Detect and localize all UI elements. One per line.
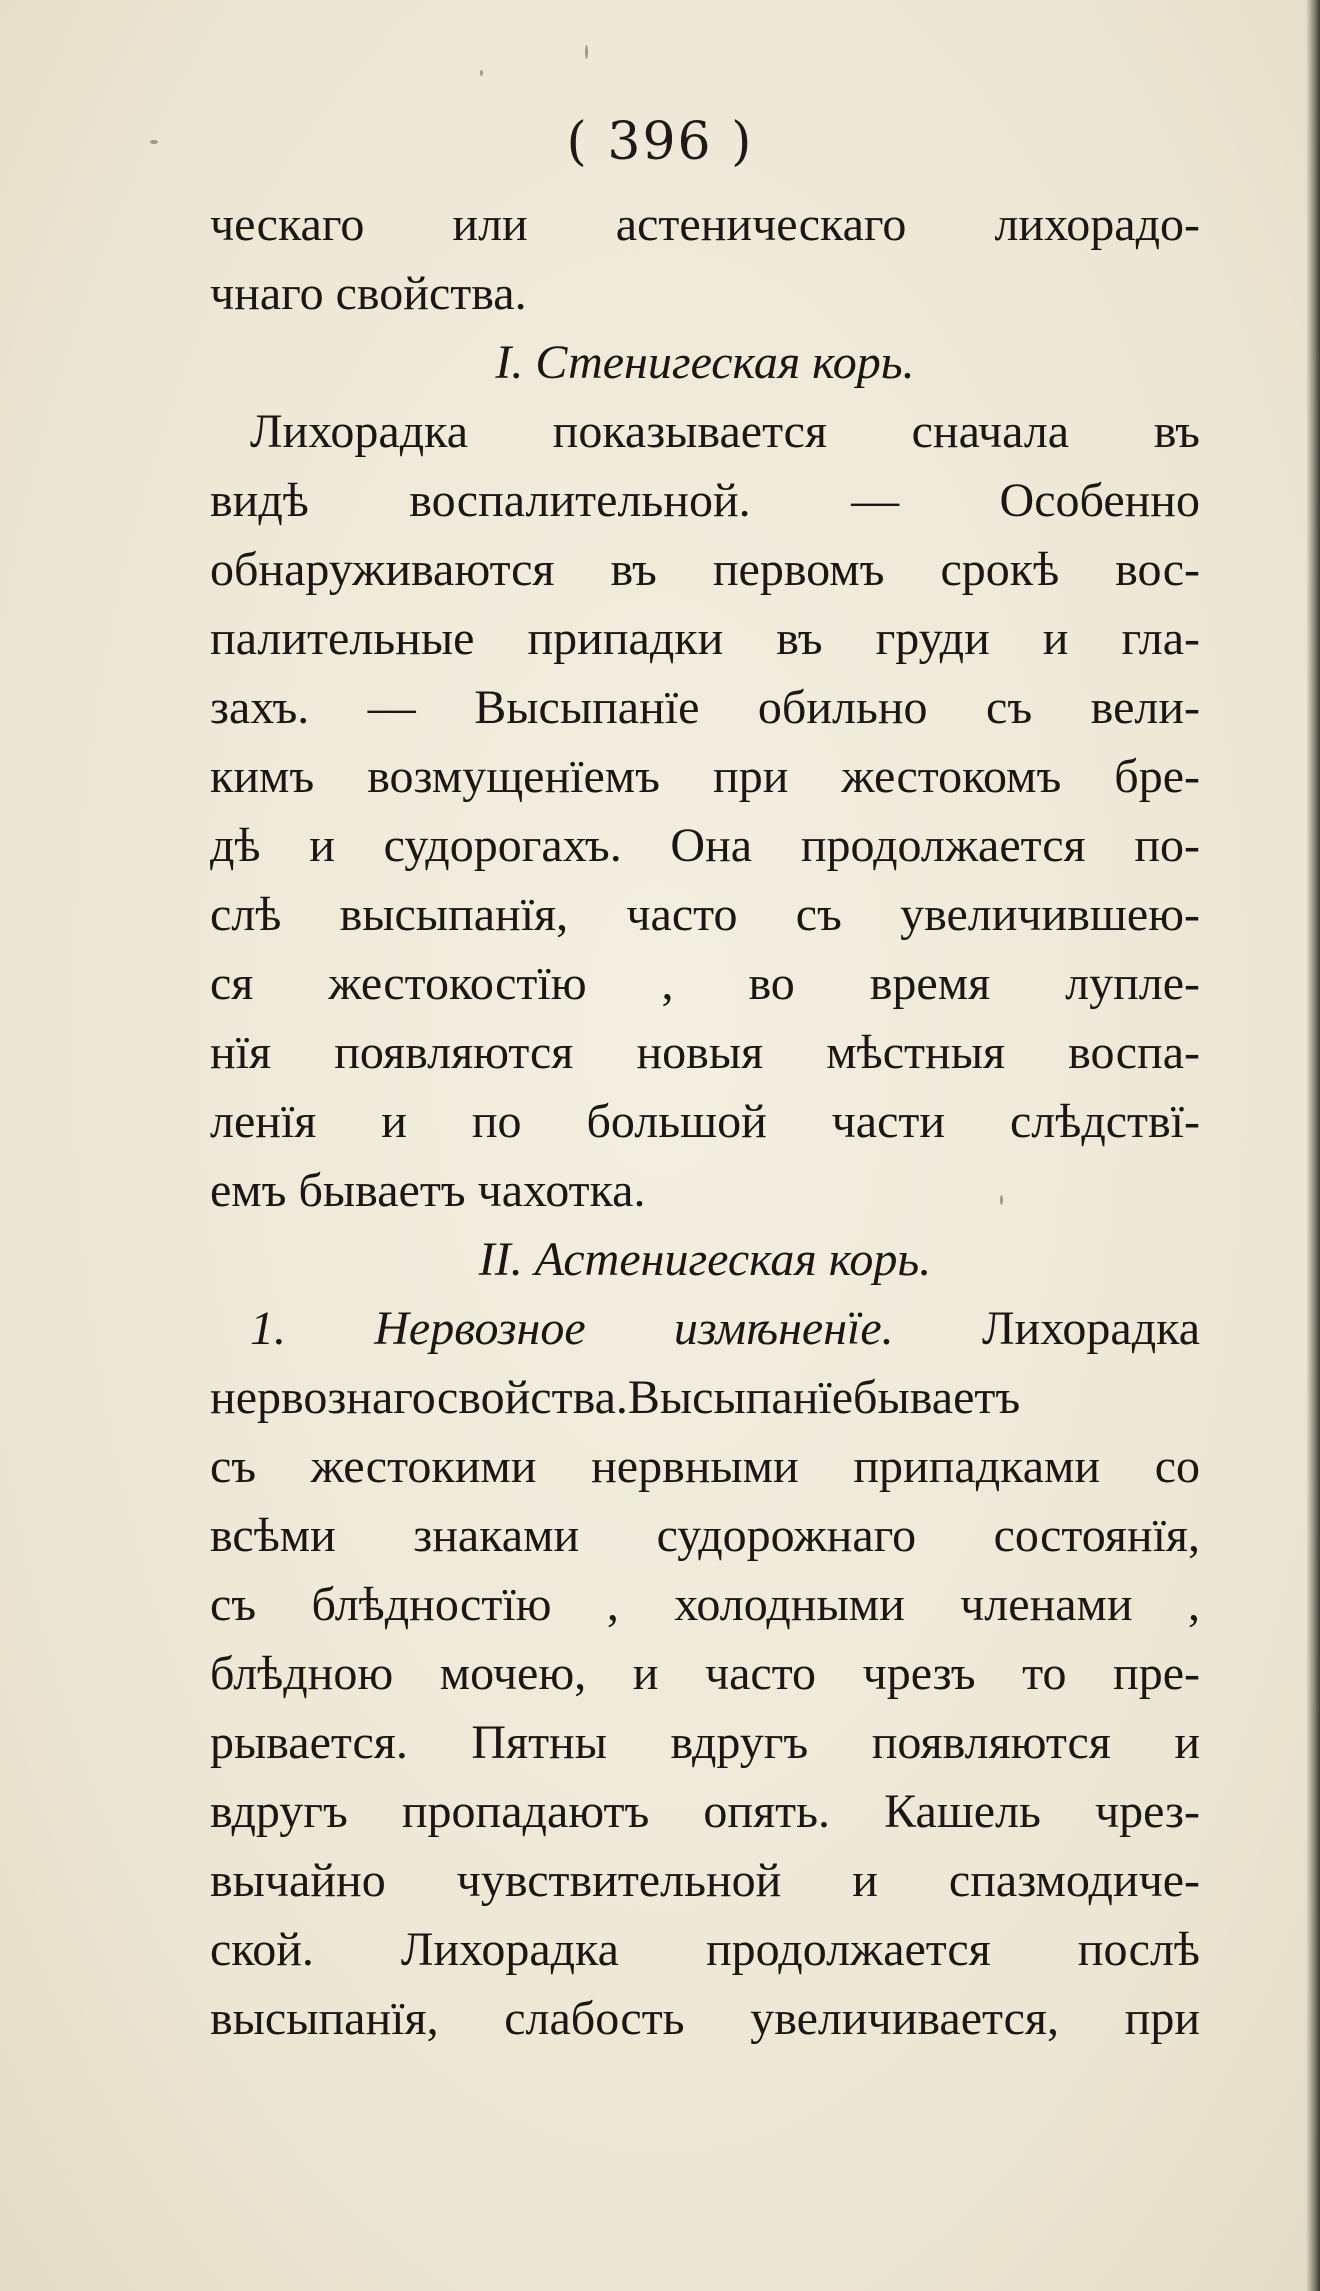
text-line: ся жестокостїю , во время лупле-	[210, 957, 1200, 1010]
text-line: вдругъ пропадаютъ опять. Кашель чрез-	[210, 1785, 1200, 1838]
text-fragment: Лихорадка	[981, 1302, 1200, 1355]
text-line: Лихорадка показывается сначала въ	[250, 405, 1200, 458]
text-line: высыпанїя, слабость увеличивается, при	[210, 1992, 1200, 2045]
text-line: съ блѣдностїю , холодными членами ,	[210, 1578, 1200, 1631]
text-line: видѣ воспалительной. — Особенно	[210, 474, 1200, 527]
text-line: нервознагосвойства.Высыпанїебываетъ	[210, 1371, 1021, 1424]
text-line: вычайно чувствительной и спазмодиче-	[210, 1854, 1200, 1907]
body-text	[210, 190, 1200, 2053]
text-line: кимъ возмущенїемъ при жестокомъ бре-	[210, 750, 1200, 803]
text-line: палительные припадки въ груди и гла-	[210, 612, 1200, 665]
text-line: обнаруживаются въ первомъ срокѣ вос-	[210, 543, 1200, 596]
text-line: ской. Лихорадка продолжается послѣ	[210, 1923, 1200, 1976]
page-number: ( 396 )	[566, 112, 754, 172]
text-line: всѣми знаками судорожнаго состоянїя,	[210, 1509, 1200, 1562]
section-heading: II. Астенигеская корь.	[478, 1233, 932, 1286]
text-line: чнаго свойства.	[210, 267, 527, 320]
text-line: дѣ и судорогахъ. Она продолжается по-	[210, 819, 1200, 872]
text-line: блѣдною мочею, и часто чрезъ то пре-	[210, 1647, 1200, 1700]
paper-speck	[480, 70, 483, 76]
text-line: слѣ высыпанїя, часто съ увеличившею-	[210, 888, 1200, 941]
paper-speck	[585, 45, 588, 59]
text-line: емъ бываетъ чахотка.	[210, 1164, 646, 1217]
text-line: нїя появляются новыя мѣстныя воспа-	[210, 1026, 1200, 1079]
text-line: съ жестокими нервными припадками со	[210, 1440, 1200, 1493]
section-heading: I. Стенигеская корь.	[495, 336, 915, 389]
text-line	[210, 1294, 1200, 1363]
page-edge-shadow	[1306, 0, 1320, 2291]
subsection-title: 1. Нервозное измѣненїе.	[250, 1302, 894, 1355]
text-line: захъ. — Высыпанїе обильно съ вели-	[210, 681, 1200, 734]
text-line: ленїя и по большой части слѣдствї-	[210, 1095, 1200, 1148]
text-line: ческаго или астеническаго лихорадо-	[210, 198, 1200, 251]
text-line: рывается. Пятны вдругъ появляются и	[210, 1716, 1200, 1769]
